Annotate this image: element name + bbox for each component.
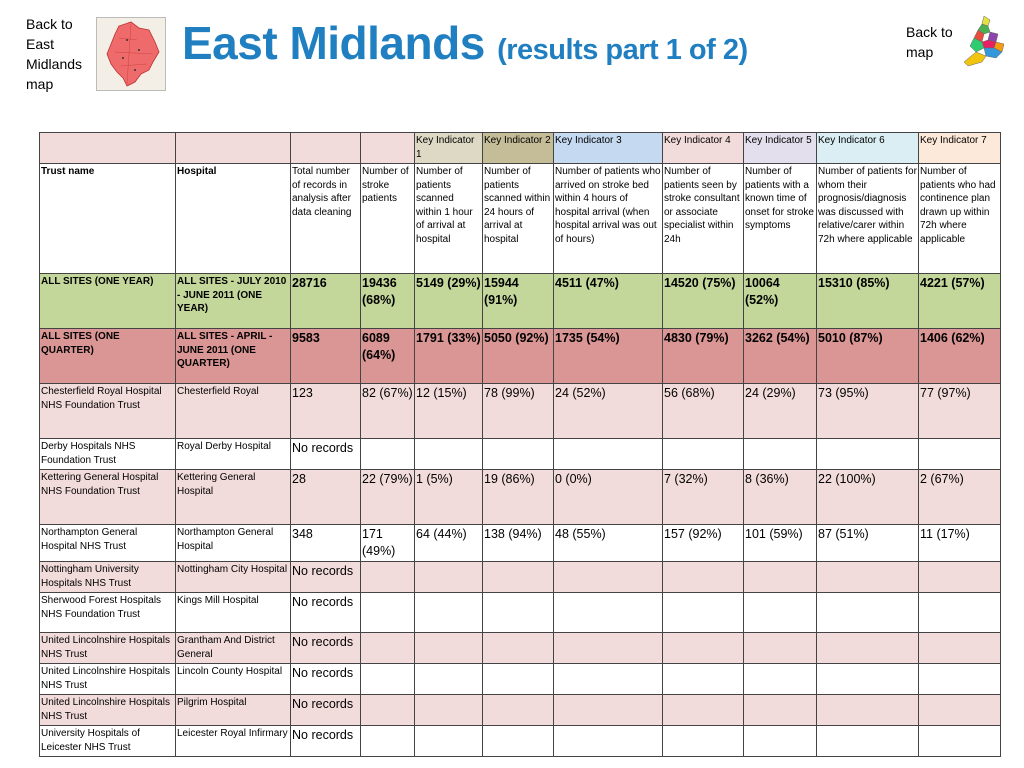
value-cell: 171 (49%) [361,525,415,562]
value-cell [817,439,919,470]
all-sites-quarter-row [40,329,1001,384]
value-cell: 8 (36%) [744,470,817,525]
value-cell [817,695,919,726]
value-cell [919,593,1001,633]
value-cell: 28716 [291,274,361,329]
value-cell: 5149 (29%) [415,274,483,329]
table-row [40,562,1001,593]
value-cell: 4511 (47%) [554,274,663,329]
value-cell [663,695,744,726]
value-cell: 19436 (68%) [361,274,415,329]
value-cell: 5050 (92%) [483,329,554,384]
table-row [40,470,1001,525]
hospital-cell: Nottingham City Hospital [176,562,291,593]
trust-name-cell: United Lincolnshire Hospitals NHS Trust [40,633,176,664]
value-cell [663,439,744,470]
value-cell: 2 (67%) [919,470,1001,525]
trust-name-cell: Chesterfield Royal Hospital NHS Foundation Trust [40,384,176,439]
value-cell [919,562,1001,593]
value-cell: No records [291,593,361,633]
value-cell [415,562,483,593]
value-cell [817,726,919,757]
hospital-cell: Northampton General Hospital [176,525,291,562]
value-cell [415,695,483,726]
page-title [182,16,748,70]
value-cell [554,695,663,726]
hospital-cell: Grantham And District General [176,633,291,664]
value-cell [554,633,663,664]
header-prognosis-72h: Number of patients for whom their prognosis/diagnosis was discussed with relative/carer within 72h where applicable [817,164,919,274]
value-cell [361,439,415,470]
value-cell [817,562,919,593]
title-subtitle: (results part 1 of 2) [497,34,748,66]
value-cell: 24 (29%) [744,384,817,439]
value-cell [415,633,483,664]
value-cell: 157 (92%) [663,525,744,562]
value-cell: 123 [291,384,361,439]
value-cell: 78 (99%) [483,384,554,439]
value-cell: 28 [291,470,361,525]
hospital-cell: Lincoln County Hospital [176,664,291,695]
value-cell [663,664,744,695]
value-cell: 56 (68%) [663,384,744,439]
value-cell: 22 (79%) [361,470,415,525]
value-cell [817,664,919,695]
value-cell: 15944 (91%) [483,274,554,329]
value-cell [415,593,483,633]
value-cell [554,439,663,470]
key-indicator-2: Key Indicator 2 [483,133,554,164]
header-scanned-1h: Number of patients scanned within 1 hour of arrival at hospital [415,164,483,274]
value-cell [554,593,663,633]
value-cell [919,726,1001,757]
value-cell [361,726,415,757]
title-main: East Midlands [182,17,485,69]
key-indicator-row [40,133,1001,164]
key-indicator-6: Key Indicator 6 [817,133,919,164]
value-cell: 11 (17%) [919,525,1001,562]
results-table [39,132,1001,757]
value-cell [744,562,817,593]
table-row [40,593,1001,633]
value-cell: 82 (67%) [361,384,415,439]
key-indicator-3: Key Indicator 3 [554,133,663,164]
value-cell [817,593,919,633]
value-cell: 24 (52%) [554,384,663,439]
trust-name-cell: United Lincolnshire Hospitals NHS Trust [40,664,176,695]
value-cell [919,695,1001,726]
header-stroke-bed-4h: Number of patients who arrived on stroke bed within 4 hours of hospital arrival (when hospital arrival was out of hours) [554,164,663,274]
header-hospital: Hospital [176,164,291,274]
value-cell: 73 (95%) [817,384,919,439]
value-cell [554,664,663,695]
value-cell: No records [291,726,361,757]
value-cell: 9583 [291,329,361,384]
value-cell [361,695,415,726]
value-cell [663,562,744,593]
value-cell [744,664,817,695]
header-scanned-24h: Number of patients scanned within 24 hours of arrival at hospital [483,164,554,274]
value-cell [361,562,415,593]
column-header-row [40,164,1001,274]
table-row [40,633,1001,664]
value-cell [483,593,554,633]
value-cell [483,695,554,726]
key-indicator-7: Key Indicator 7 [919,133,1001,164]
key-indicator-1: Key Indicator 1 [415,133,483,164]
value-cell: 3262 (54%) [744,329,817,384]
value-cell [483,633,554,664]
back-to-east-midlands-map-link[interactable]: Back to East Midlands map [26,16,83,92]
value-cell: 348 [291,525,361,562]
all-sites-year-row [40,274,1001,329]
value-cell: 138 (94%) [483,525,554,562]
value-cell: No records [291,562,361,593]
value-cell: 4221 (57%) [919,274,1001,329]
value-cell [415,664,483,695]
value-cell [744,633,817,664]
value-cell [554,726,663,757]
value-cell: 64 (44%) [415,525,483,562]
value-cell: 12 (15%) [415,384,483,439]
header-continence-72h: Number of patients who had continence plan drawn up within 72h where applicable [919,164,1001,274]
value-cell [361,633,415,664]
hospital-cell: Pilgrim Hospital [176,695,291,726]
value-cell [361,593,415,633]
table-row [40,525,1001,562]
value-cell: 1791 (33%) [415,329,483,384]
value-cell [415,726,483,757]
value-cell: 77 (97%) [919,384,1001,439]
value-cell [415,439,483,470]
value-cell [744,726,817,757]
value-cell: 1735 (54%) [554,329,663,384]
value-cell: 0 (0%) [554,470,663,525]
value-cell [361,664,415,695]
trust-name-cell: Northampton General Hospital NHS Trust [40,525,176,562]
trust-name-cell: Kettering General Hospital NHS Foundation Trust [40,470,176,525]
trust-name-cell: Derby Hospitals NHS Foundation Trust [40,439,176,470]
hospital-cell: Kettering General Hospital [176,470,291,525]
value-cell [744,593,817,633]
value-cell [744,439,817,470]
value-cell: No records [291,664,361,695]
value-cell: 19 (86%) [483,470,554,525]
table-row [40,439,1001,470]
hospital-cell: ALL SITES - JULY 2010 - JUNE 2011 (ONE YEAR) [176,274,291,329]
key-indicator-5: Key Indicator 5 [744,133,817,164]
trust-name-cell: ALL SITES (ONE YEAR) [40,274,176,329]
value-cell [919,664,1001,695]
value-cell: 87 (51%) [817,525,919,562]
trust-name-cell: ALL SITES (ONE QUARTER) [40,329,176,384]
value-cell [817,633,919,664]
header-trust-name: Trust name [40,164,176,274]
value-cell: 1 (5%) [415,470,483,525]
header-onset-time: Number of patients with a known time of onset for stroke symptoms [744,164,817,274]
value-cell [744,695,817,726]
value-cell: 101 (59%) [744,525,817,562]
value-cell [919,633,1001,664]
trust-name-cell: University Hospitals of Leicester NHS Trust [40,726,176,757]
trust-name-cell: United Lincolnshire Hospitals NHS Trust [40,695,176,726]
header-consultant-24h: Number of patients seen by stroke consultant or associate specialist within 24h [663,164,744,274]
key-indicator-4: Key Indicator 4 [663,133,744,164]
table-row [40,726,1001,757]
value-cell: 22 (100%) [817,470,919,525]
value-cell: 6089 (64%) [361,329,415,384]
value-cell: 1406 (62%) [919,329,1001,384]
trust-name-cell: Sherwood Forest Hospitals NHS Foundation Trust [40,593,176,633]
england-map-icon [960,14,1008,70]
value-cell [483,562,554,593]
table-row [40,695,1001,726]
value-cell [663,593,744,633]
hospital-cell: Chesterfield Royal [176,384,291,439]
value-cell: 15310 (85%) [817,274,919,329]
value-cell [663,726,744,757]
value-cell: 5010 (87%) [817,329,919,384]
header-stroke-patients: Number of stroke patients [361,164,415,274]
back-to-map-link[interactable]: Back to map [906,24,953,60]
trust-name-cell: Nottingham University Hospitals NHS Trust [40,562,176,593]
hospital-cell: Royal Derby Hospital [176,439,291,470]
value-cell [483,726,554,757]
header-total-records: Total number of records in analysis after data cleaning [291,164,361,274]
value-cell: 10064 (52%) [744,274,817,329]
hospital-cell: Kings Mill Hospital [176,593,291,633]
value-cell: No records [291,439,361,470]
east-midlands-map-thumbnail[interactable] [96,17,166,91]
value-cell: 4830 (79%) [663,329,744,384]
value-cell [663,633,744,664]
value-cell: No records [291,633,361,664]
value-cell: 48 (55%) [554,525,663,562]
value-cell [919,439,1001,470]
value-cell: 7 (32%) [663,470,744,525]
table-row [40,664,1001,695]
hospital-cell: ALL SITES - APRIL - JUNE 2011 (ONE QUARTER) [176,329,291,384]
value-cell: 14520 (75%) [663,274,744,329]
value-cell [483,664,554,695]
east-midlands-map-icon [97,18,165,90]
table-row [40,384,1001,439]
value-cell [483,439,554,470]
hospital-cell: Leicester Royal Infirmary [176,726,291,757]
value-cell: No records [291,695,361,726]
value-cell [554,562,663,593]
england-regions-map-thumbnail[interactable] [960,14,1008,70]
